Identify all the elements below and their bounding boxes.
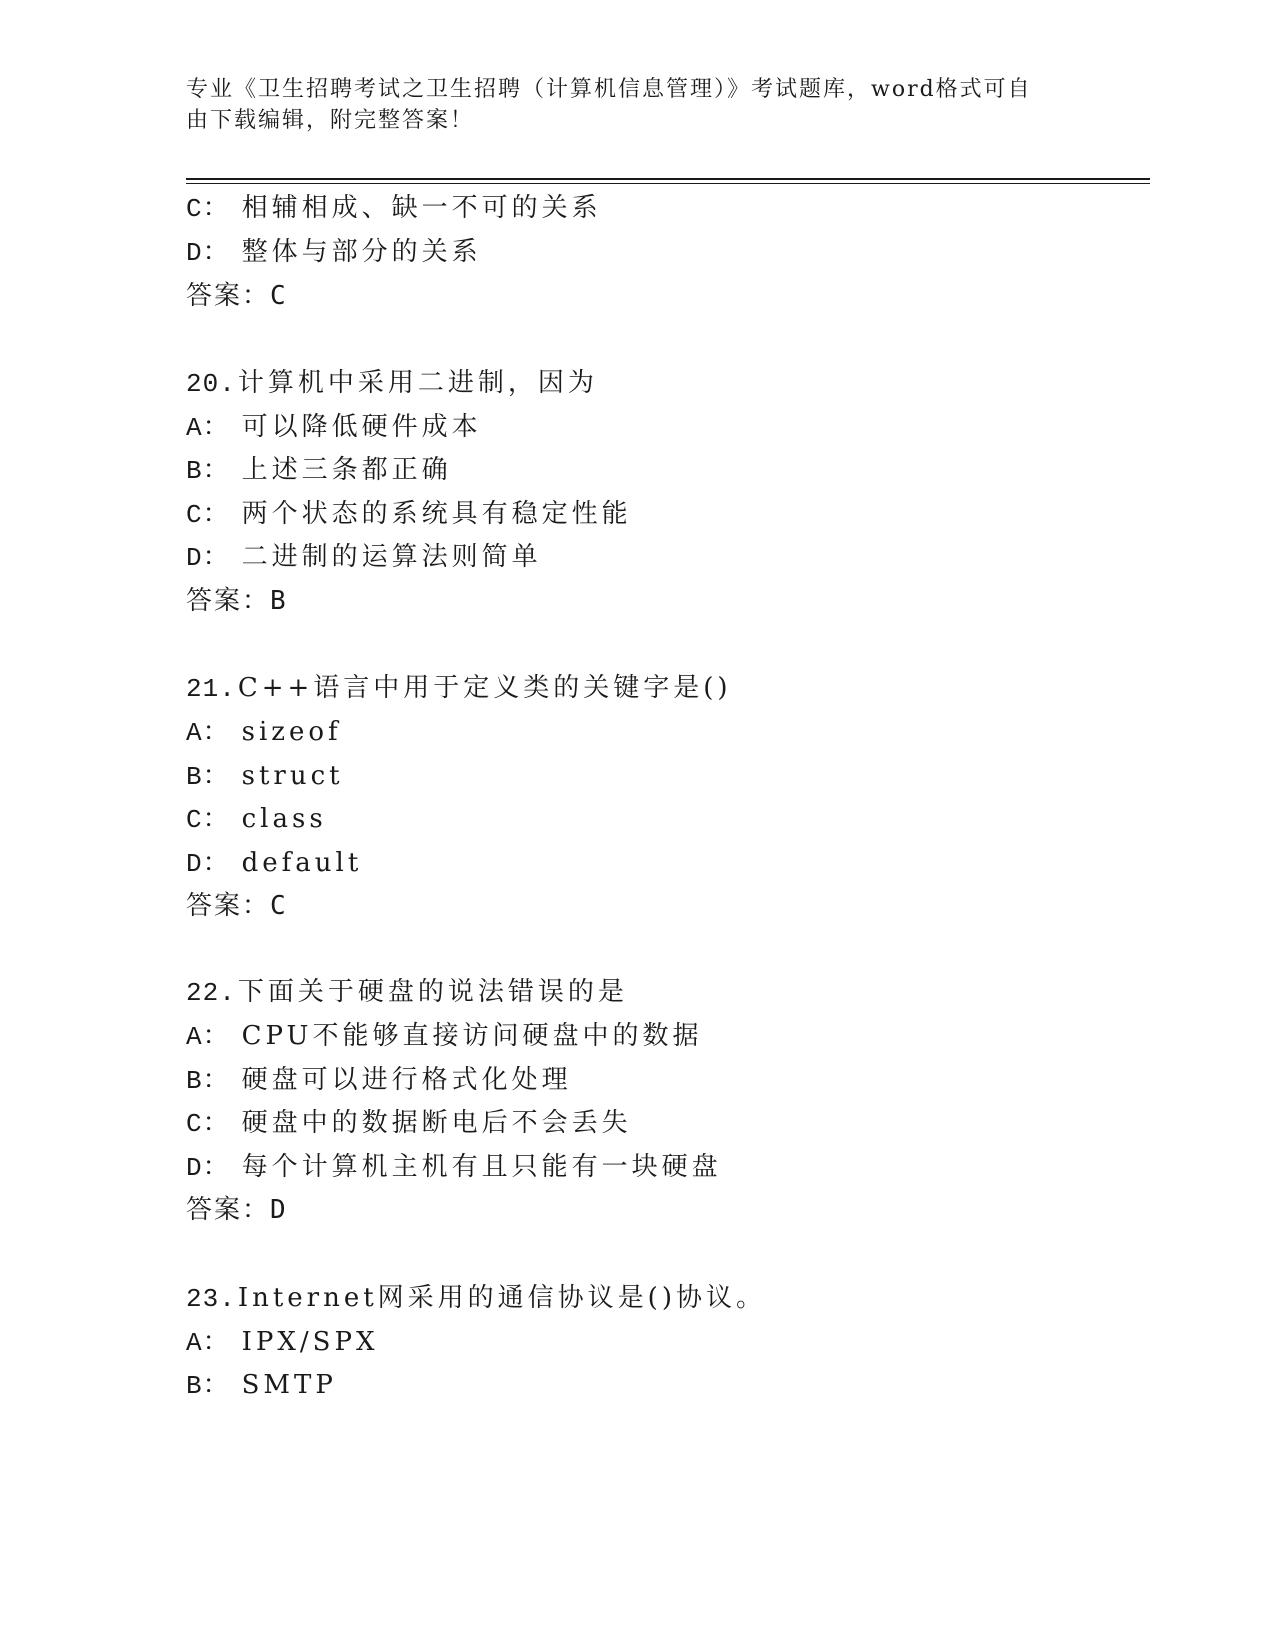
q21-answer — [186, 889, 288, 923]
q21-option-b — [186, 759, 344, 794]
option-letter: C： — [186, 805, 230, 835]
answer-label: 答案： — [186, 1195, 271, 1225]
option-letter: B： — [186, 762, 230, 792]
option-letter: A： — [186, 1022, 230, 1052]
q23-option-a — [186, 1325, 378, 1360]
option-letter: D： — [186, 1153, 230, 1183]
option-letter: B： — [186, 1066, 230, 1096]
option-text: 硬盘中的数据断电后不会丢失 — [241, 1108, 632, 1138]
header-divider-thin — [186, 183, 1150, 184]
option-text: 相辅相成、缺一不可的关系 — [241, 193, 602, 223]
q23-stem — [186, 1281, 766, 1316]
answer-label: 答案： — [186, 586, 271, 616]
answer-value: C — [270, 281, 288, 311]
answer-value: B — [270, 586, 288, 616]
question-text: 下面关于硬盘的说法错误的是 — [237, 977, 628, 1007]
option-letter: C： — [186, 194, 230, 224]
q20-answer — [186, 584, 288, 618]
option-text: 硬盘可以进行格式化处理 — [241, 1065, 572, 1095]
header-line-1: 专业《卫生招聘考试之卫生招聘（计算机信息管理）》考试题库，word格式可自 — [186, 77, 1032, 102]
question-number: 22. — [186, 978, 236, 1008]
option-text: sizeof — [241, 717, 342, 747]
q21-stem — [186, 671, 732, 706]
q19-option-c — [186, 191, 602, 226]
q20-stem — [186, 366, 598, 401]
header-line-2: 由下载编辑，附完整答案！ — [186, 108, 475, 133]
option-text: struct — [241, 761, 344, 791]
option-text: 每个计算机主机有且只能有一块硬盘 — [241, 1152, 722, 1182]
option-text: default — [241, 848, 363, 878]
question-text: 计算机中采用二进制，因为 — [237, 368, 598, 398]
option-letter: D： — [186, 849, 230, 879]
option-text: 上述三条都正确 — [241, 455, 452, 485]
option-text: 二进制的运算法则简单 — [241, 542, 542, 572]
question-text: Internet网采用的通信协议是()协议。 — [237, 1283, 766, 1313]
option-letter: C： — [186, 1109, 230, 1139]
q22-answer — [186, 1193, 288, 1227]
option-letter: B： — [186, 456, 230, 486]
q19-option-d — [186, 235, 482, 270]
option-text: CPU不能够直接访问硬盘中的数据 — [241, 1021, 703, 1051]
q22-option-d — [186, 1150, 722, 1185]
option-letter: D： — [186, 238, 230, 268]
q22-stem — [186, 975, 628, 1010]
q19-answer — [186, 279, 288, 313]
q23-option-b — [186, 1368, 337, 1403]
answer-value: D — [270, 1195, 288, 1225]
header-divider-thick — [186, 178, 1150, 180]
q21-option-d — [186, 846, 362, 881]
option-text: SMTP — [241, 1370, 337, 1400]
q20-option-d — [186, 540, 542, 575]
option-letter: A： — [186, 413, 230, 443]
answer-label: 答案： — [186, 891, 271, 921]
q20-option-b — [186, 453, 452, 488]
question-number: 23. — [186, 1284, 236, 1314]
option-letter: B： — [186, 1371, 230, 1401]
q22-option-a — [186, 1019, 702, 1054]
document-header — [186, 74, 1076, 136]
q20-option-a — [186, 410, 482, 445]
option-text: IPX/SPX — [241, 1327, 379, 1357]
option-letter: A： — [186, 718, 230, 748]
option-text: class — [241, 804, 327, 834]
answer-label: 答案： — [186, 281, 271, 311]
option-text: 两个状态的系统具有稳定性能 — [241, 499, 632, 529]
answer-value: C — [270, 891, 288, 921]
option-letter: A： — [186, 1328, 230, 1358]
option-text: 可以降低硬件成本 — [241, 412, 482, 442]
q21-option-a — [186, 715, 342, 750]
q20-option-c — [186, 497, 632, 532]
option-letter: D： — [186, 543, 230, 573]
option-letter: C： — [186, 500, 230, 530]
question-text: C++语言中用于定义类的关键字是() — [237, 673, 732, 703]
option-text: 整体与部分的关系 — [241, 237, 482, 267]
question-number: 20. — [186, 369, 236, 399]
q22-option-c — [186, 1106, 632, 1141]
q22-option-b — [186, 1063, 572, 1098]
q21-option-c — [186, 802, 327, 837]
question-number: 21. — [186, 674, 236, 704]
